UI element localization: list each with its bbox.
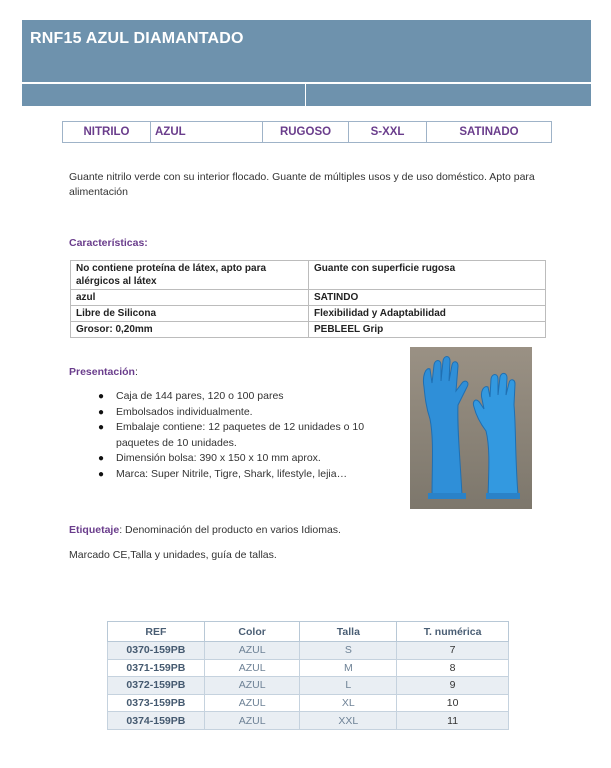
tag-material: NITRILO <box>63 122 151 142</box>
product-tags <box>62 121 552 143</box>
table-row <box>71 261 546 290</box>
color-cell: AZUL <box>204 677 300 695</box>
list-item <box>98 420 378 451</box>
bullet-icon: ● <box>98 468 105 480</box>
feature-cell: Guante con superficie rugosa <box>309 261 546 290</box>
list-item-text: Marca: Super Nitrile, Tigre, Shark, lifestyle, lejia… <box>116 467 348 480</box>
size-cell: XXL <box>300 712 397 730</box>
labeling-label: Etiquetaje <box>69 524 120 536</box>
color-cell: AZUL <box>204 712 300 730</box>
color-cell: AZUL <box>204 642 300 660</box>
feature-cell: No contiene proteína de látex, apto para alérgicos al látex <box>71 261 309 290</box>
numeric-size-cell: 9 <box>397 677 509 695</box>
table-row <box>108 712 509 730</box>
table-row <box>71 290 546 306</box>
bullet-icon: ● <box>98 391 105 402</box>
feature-cell: Flexibilidad y Adaptabilidad <box>309 306 546 322</box>
table-row <box>108 642 509 660</box>
feature-cell: PEBLEEL Grip <box>309 322 546 338</box>
numeric-size-cell: 7 <box>397 642 509 660</box>
ref-cell: 0373-159PB <box>108 694 205 712</box>
page-title: RNF15 AZUL DIAMANTADO <box>30 30 244 47</box>
color-cell: AZUL <box>204 659 300 677</box>
feature-cell: Grosor: 0,20mm <box>71 322 309 338</box>
table-header-row <box>108 622 509 642</box>
marking-line: Marcado CE,Talla y unidades, guía de tallas. <box>69 549 277 561</box>
list-item <box>98 451 378 467</box>
column-header: T. numérica <box>397 622 509 642</box>
numeric-size-cell: 10 <box>397 694 509 712</box>
ref-cell: 0370-159PB <box>108 642 205 660</box>
bullet-icon: ● <box>98 453 105 464</box>
feature-cell: SATINDO <box>309 290 546 306</box>
gloves-image <box>410 347 532 509</box>
product-description: Guante nitrilo verde con su interior flocado. Guante de múltiples usos y de uso doméstico. Apto para alimentación <box>69 171 535 198</box>
table-row <box>108 659 509 677</box>
features-table <box>70 260 546 338</box>
list-item <box>98 405 378 421</box>
list-item <box>98 389 378 405</box>
feature-cell: azul <box>71 290 309 306</box>
bullet-icon: ● <box>98 422 105 433</box>
size-cell: S <box>300 642 397 660</box>
table-row <box>71 306 546 322</box>
product-photo <box>410 347 532 509</box>
column-header: Color <box>204 622 300 642</box>
size-cell: L <box>300 677 397 695</box>
bullet-icon: ● <box>98 406 105 418</box>
presentation-heading-colon: : <box>134 366 138 378</box>
feature-cell: Libre de Silicona <box>71 306 309 322</box>
labeling-text: : Denominación del producto en varios Idiomas. <box>119 524 341 536</box>
numeric-size-cell: 11 <box>397 712 509 730</box>
list-item <box>98 467 378 483</box>
color-cell: AZUL <box>204 694 300 712</box>
table-row <box>108 677 509 695</box>
header-banner <box>22 20 591 106</box>
numeric-size-cell: 8 <box>397 659 509 677</box>
tag-finish: SATINADO <box>459 126 519 138</box>
tag-texture: RUGOSO <box>263 122 349 142</box>
presentation-list <box>98 389 378 482</box>
list-item-text: Embalaje contiene: 12 paquetes de 12 unidades o 10 paquetes de 10 unidades. <box>116 421 365 449</box>
table-row <box>71 322 546 338</box>
list-item-text: Caja de 144 pares, 120 o 100 pares <box>116 390 284 402</box>
header-divider <box>22 82 591 84</box>
labeling-line <box>69 524 341 536</box>
size-cell: M <box>300 659 397 677</box>
ref-cell: 0372-159PB <box>108 677 205 695</box>
column-header: Talla <box>300 622 397 642</box>
list-item-text: Dimensión bolsa: 390 x 150 x 10 mm aprox. <box>116 452 321 464</box>
list-item-text: Embolsados individualmente. <box>116 405 253 418</box>
table-row <box>108 694 509 712</box>
tag-sizes: S-XXL <box>349 122 427 142</box>
reference-table <box>107 621 509 730</box>
ref-cell: 0374-159PB <box>108 712 205 730</box>
tag-color: AZUL <box>151 122 263 142</box>
presentation-heading <box>69 366 138 378</box>
ref-cell: 0371-159PB <box>108 659 205 677</box>
column-header: REF <box>108 622 205 642</box>
header-column-divider <box>305 84 306 106</box>
presentation-heading-text: Presentación <box>69 366 135 378</box>
size-cell: XL <box>300 694 397 712</box>
features-heading: Características: <box>69 237 148 249</box>
